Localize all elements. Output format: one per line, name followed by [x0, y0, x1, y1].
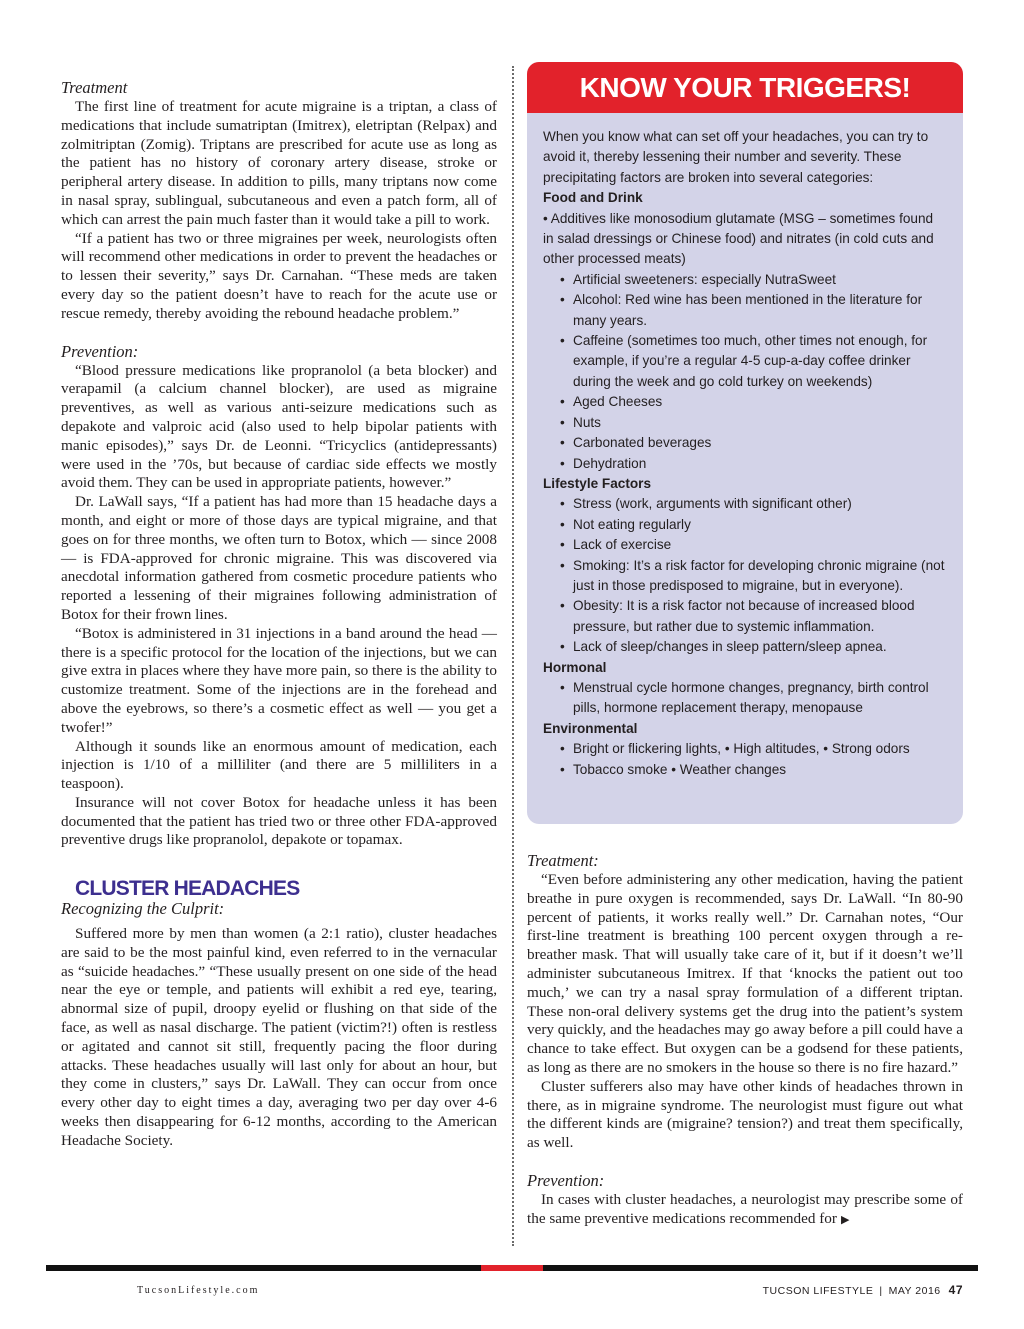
cluster-treatment-heading: Treatment:	[527, 851, 599, 870]
body-paragraph: Suffered more by men than women (a 2:1 ratio), cluster headaches are said to be the most painful kind, even referred to in the vernacular as “suicide headaches.” “These usually present on one side of the head near the eye or temple, and patients will exhibit a red eye, tearing, abnormal size of pupil, droopy eyelid or flushing on that side of the face, as well as nasal discharge. The patient (victim?!) often is restless or agitated and cannot sit still, frequently pacing the floor during attacks. These headaches usually will last only for about an hour, but they come in clusters,” says Dr. LaWall. They can occur from once every other day to eight times a day, averaging two per day over 4-6 weeks then disappearing for 6-12 months, according to the American Headache Society.	[61, 925, 497, 1149]
body-paragraph: Although it sounds like an enormous amount of medication, each injection is 1/10 of a milliliter (and there are 5 milliliters in a teaspoon).	[61, 737, 497, 793]
list-item: • Tobacco smoke • Weather changes	[560, 761, 787, 777]
list-item: • Bright or flickering lights, • High altitudes, • Strong odors	[560, 741, 910, 757]
body-paragraph: “Botox is administered in 31 injections in a band around the head — there is a specific protocol for the location of the injections, but we can give extra in places where they have more pain, so there is the ability to customize treatment. Some of the injections are in the forehead and above the eyebrows, so there’s a cosmetic effect as well — you get a twofer!”	[61, 624, 497, 736]
list-item: • Caffeine (sometimes too much, other times not enough, for example, if you’re a regular 4-5 cup-a-day coffee drinker during the week and go cold turkey on weekends)	[560, 333, 928, 389]
cluster-headaches-title: CLUSTER HEADACHES	[75, 877, 300, 901]
sidebar-body	[527, 113, 963, 780]
triggers-sidebar	[527, 62, 963, 824]
body-paragraph: The first line of treatment for acute migraine is a triptan, a class of medications that include sumatriptan (Imitrex), eletriptan (Relpax) and zolmitriptan (Zomig). Triptans are prescribed for acute use as long as the patient has no history of coronary artery disease, stroke or peripheral artery disease. In addition to pills, many triptans now come in nasal spray, sublingual, subcutaneous and even a patch form, all of which can arrest the pain much faster than it would take a pill to work.	[61, 98, 497, 228]
list-item: • Aged Cheeses	[560, 394, 663, 410]
list-item: • Carbonated beverages	[560, 435, 712, 451]
footer-website: TucsonLifestyle.com	[137, 1285, 260, 1296]
list-item: • Stress (work, arguments with significant other)	[560, 496, 852, 512]
body-paragraph: “If a patient has two or three migraines per week, neurologists often will recommend other medications in order to prevent the headaches or to lessen their severity,” says Dr. Carnahan. “These meds are taken every day so the patient doesn’t have to reach for the acute use or rescue remedy, thereby avoiding the rebound headache problem.”	[61, 229, 497, 322]
column-divider	[512, 66, 514, 1246]
food-list	[543, 270, 947, 474]
right-column	[527, 851, 963, 1230]
category-hormonal: Hormonal	[543, 659, 607, 675]
category-lifestyle: Lifestyle Factors	[543, 475, 652, 491]
list-item: • Lack of sleep/changes in sleep pattern/sleep apnea.	[560, 639, 887, 655]
list-item: • Alcohol: Red wine has been mentioned in the literature for many years.	[560, 292, 923, 328]
list-item: • Nuts	[560, 414, 601, 430]
environmental-list	[543, 739, 947, 780]
footer-accent	[481, 1265, 543, 1271]
body-paragraph: Insurance will not cover Botox for headache unless it has been documented that the patient has tried two or three other FDA-approved preventive drugs like propranolol, depakote or topamax.	[61, 793, 497, 849]
prevention-heading: Prevention:	[61, 341, 139, 361]
category-environmental: Environmental	[543, 720, 638, 736]
treatment-heading: Treatment	[61, 78, 128, 97]
left-column	[61, 78, 497, 1151]
magazine-name: TUCSON LIFESTYLE	[762, 1285, 874, 1297]
sidebar-title: KNOW YOUR TRIGGERS!	[527, 62, 963, 113]
list-item: • Smoking: It’s a risk factor for developing chronic migraine (not just in those predisposed to migraine, but in everyone).	[560, 557, 945, 593]
folio-separator: |	[879, 1285, 883, 1297]
page-number: 47	[948, 1283, 963, 1297]
list-item: • Dehydration	[560, 455, 647, 471]
category-food: Food and Drink	[543, 190, 643, 206]
body-paragraph: Dr. LaWall says, “If a patient has had more than 15 headache days a month, and eight or more of those days are typical migraine, and that goes on for three months, we often turn to Botox, which — since 2008 — is FDA-approved for chronic migraine. This was discovered via anecdotal information gathered from cosmetic procedure patients who reported a lessening of their migraines following administration of Botox for their frown lines.	[61, 493, 497, 623]
list-item: • Artificial sweeteners: especially NutraSweet	[560, 271, 836, 287]
lifestyle-list	[543, 494, 947, 657]
list-item: • Not eating regularly	[560, 516, 691, 532]
hormonal-list	[543, 678, 947, 719]
body-paragraph: “Even before administering any other medication, having the patient breathe in pure oxygen is recommended, says Dr. LaWall. “In 80-90 percent of patients, it works really well.” Dr. Carnahan notes, “Our first-line treatment is breathing 100 percent oxygen through a re-breather mask. That will usually take care of it, but if it doesn’t we’ll administer subcutaneous Imitrex. If that ‘knocks the patient out too much,’ we can try a nasal spray formulation of a different triptan. These non-oral delivery systems get the drug into the patient’s system very quickly, and the headaches may go away before a pill could have a chance to take effect. But oxygen can be a godsend for these patients, as long as there are no smokers in the house so there is no fire hazard.”	[527, 871, 963, 1076]
body-paragraph: In cases with cluster headaches, a neurologist may prescribe some of the same preventive medications recommended for ▶	[527, 1190, 963, 1227]
continue-arrow-icon: ▶	[840, 1212, 850, 1226]
list-item: • Obesity: It is a risk factor not because of increased blood pressure, but rather due to systemic inflammation.	[560, 598, 915, 634]
issue-date: MAY 2016	[888, 1285, 941, 1297]
culprit-heading: Recognizing the Culprit:	[61, 899, 225, 919]
footer-folio	[763, 1283, 963, 1297]
body-paragraph: “Blood pressure medications like propranolol (a beta blocker) and verapamil (a calcium channel blocker), are used as migraine preventives, as well as various anti-seizure medications such as depakote and valproic acid (also used to help bipolar patients with manic episodes),” says Dr. de Leonni. “Tricyclics (antidepressants) were used in the ’70s, but because of cardiac side effects we mostly avoid them. They can be used in appropriate patients, however.”	[61, 361, 497, 492]
cluster-prevention-heading: Prevention:	[527, 1170, 605, 1190]
body-paragraph: Cluster sufferers also may have other kinds of headaches thrown in there, as in migraine syndrome. The neurologist must figure out what the different kinds are (migraine? tension?) and treat them specifically, as well.	[527, 1077, 963, 1152]
list-item: • Lack of exercise	[560, 537, 672, 553]
sidebar-intro: When you know what can set off your headaches, you can try to avoid it, thereby lessening their number and severity. These precipitating factors are broken into several categories:	[543, 129, 929, 185]
list-item: • Menstrual cycle hormone changes, pregnancy, birth control pills, hormone replacement therapy, menopause	[560, 679, 929, 716]
food-lead-item: • Additives like monosodium glutamate (MSG – sometimes found in salad dressings or Chinese food) and nitrates (in cold cuts and other processed meats)	[543, 210, 934, 267]
